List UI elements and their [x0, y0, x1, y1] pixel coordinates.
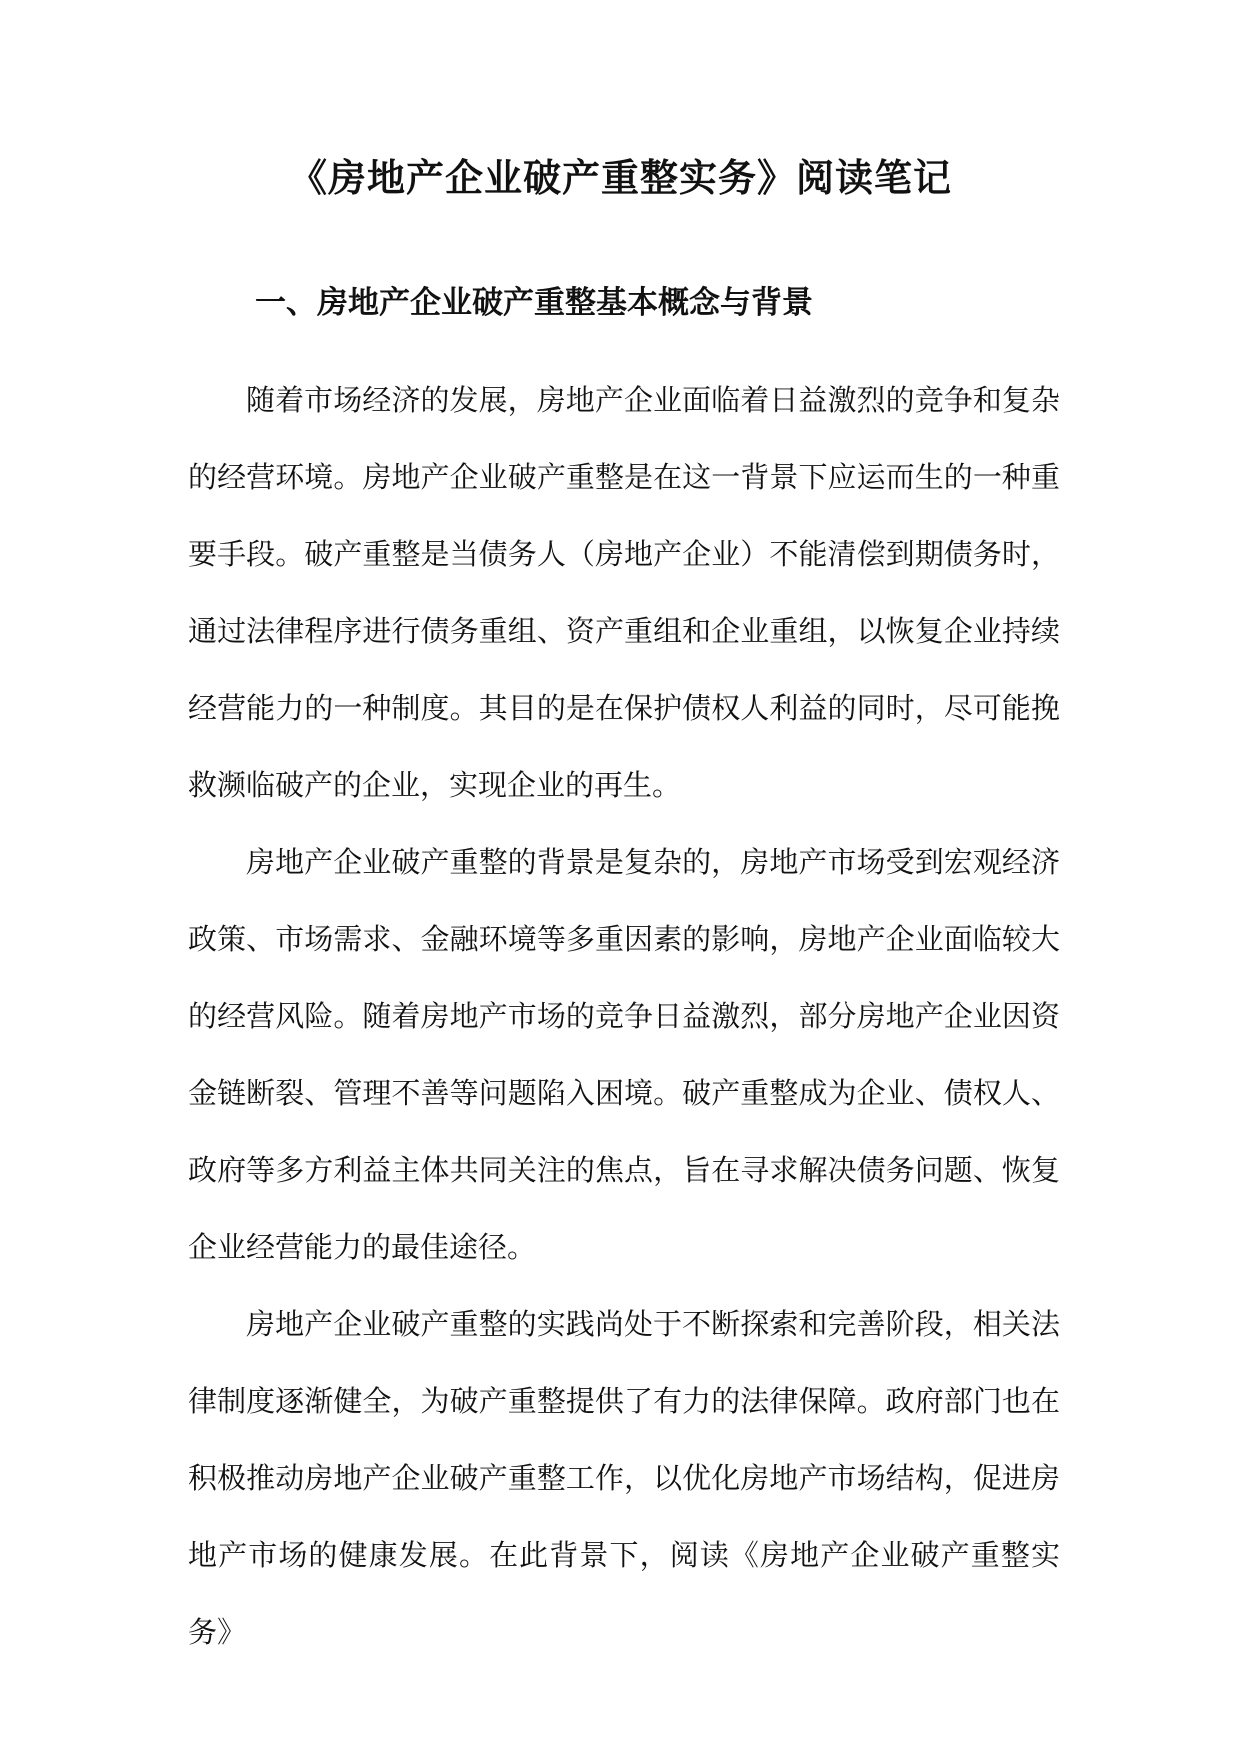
body-text [188, 362, 1060, 1671]
paragraph-2: 房地产企业破产重整的背景是复杂的，房地产市场受到宏观经济政策、市场需求、金融环境等多重因素的影响，房地产企业面临较大的经营风险。随着房地产市场的竞争日益激烈，部分房地产企业因资金链断裂、管理不善等问题陷入困境。破产重整成为企业、债权人、政府等多方利益主体共同关注的焦点，旨在寻求解决债务问题、恢复企业经营能力的最佳途径。 [188, 845, 1060, 1264]
paragraph-1: 随着市场经济的发展，房地产企业面临着日益激烈的竞争和复杂的经营环境。房地产企业破产重整是在这一背景下应运而生的一种重要手段。破产重整是当债务人（房地产企业）不能清偿到期债务时，通过法律程序进行债务重组、资产重组和企业重组，以恢复企业持续经营能力的一种制度。其目的是在保护债权人利益的同时，尽可能挽救濒临破产的企业，实现企业的再生。 [188, 383, 1060, 802]
section-heading: 一、房地产企业破产重整基本概念与背景 [255, 285, 813, 321]
document-title: 《房地产企业破产重整实务》阅读笔记 [288, 155, 952, 200]
paragraph-3: 房地产企业破产重整的实践尚处于不断探索和完善阶段，相关法律制度逐渐健全，为破产重整提供了有力的法律保障。政府部门也在积极推动房地产企业破产重整工作，以优化房地产市场结构，促进房地产市场的健康发展。在此背景下，阅读《房地产企业破产重整实务》 [188, 1307, 1060, 1649]
